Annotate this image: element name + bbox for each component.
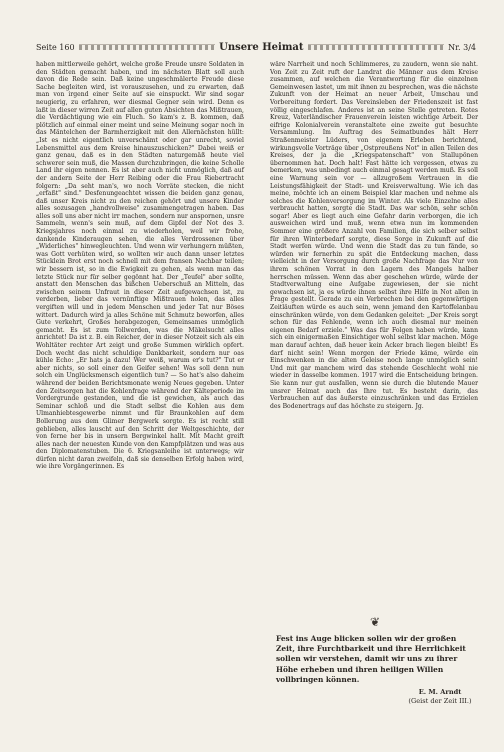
column-right-text: wäre Narrheit und noch Schlimmeres, zu zaudern, wenn sie naht. Von Zeit zu Zeit ruft der Landrat die Männer aus dem Kreise zusammen, auf welchen die Verantwortung für die einzelnen Gemeinwesen lastet, um mit ihnen zu besprechen, was die nächste Zukunft von der Heimat an neuer Arbeit, Umschau und Vorbereitung fordert. Das Vereinsleben der Friedenszeit ist fast völlig eingeschlafen. Anderes ist an seine Stelle getreten. Rotes Kreuz, Vaterländischer Frauenverein leisten wichtige Arbeit. Der eifrige Kolonialverein veranstaltete eine zweite gut besuchte Versammlung. Im Auftrag des Seimatbundes hält Herr Straßenmeister Lüders, von eigenem Erleben berichtend, wirkungsvolle Vorträge über „Ostpreußens Not" in allen Teilen des Kreises, der ja die „Kriegspatenschaft" von Stallupönen übernommen hat. Doch halt! Fast hätte ich vergessen, etwas zu bemerken, was unbedingt auch einmal gesagt werden muß. Es soll eine Warnung sein vor — allzugroßem Vertrauen in die Leistungsfähigkeit der Stadt- und Kreisverwaltung. Wie ich das meine, möchte ich an einem Beispiel klar machen und nehme als solches die Kohlenversorgung im Winter. Als viele Einzelne alles verbraucht hatten, sorgte die Stadt. Das war schön, sehr schön sogar! Aber es liegt auch eine Gefahr darin verborgen, die ich ausweichen wird und muß, wenn etwa nun im kommenden Sommer eine größere Anzahl von Familien, die sich selber selbst für ihren Winterbedarf sorgte, diese Sorge in Zukunft auf die Stadt werfen würde. Und wenn die Stadt das zu tun fände, so würden wir fernerhin zu spät die Entdeckung machen, dass vielleicht in der Versorgung durch große Nachfrage das Nur von ihrem schönen Vorrat in den Lagern des Mangels halber herrschen müssen. Wenn das aber geschehen würde, würde der Stadtverwaltung eine Aufgabe zugewiesen, der sie nicht gewachsen ist, ja es würde ihnen selbst ihre Hilfe in Not allen in Frage gestellt. Gerade zu ein Verbrechen bei den gegenwärtigen Zeitläuften würde es auch sein, wenn jemand den Kartoffelanbau einschränken würde, von dem Gedanken geleitet: „Der Kreis sorgt schon für das Fehlende, wenn ich auch diesmal nur meinen eigenen Bedarf erziele." Was das für Folgen haben würde, kann sich ein einigermaßen Einsichtiger wohl selbst klar machen. Möge man darauf achten, daß heuer kein Acker brach liegen bleibt! Es darf nicht sein! Wenn morgen der Friede käme, würde ein Einschwenken in die alten Geleise noch lange unmöglich sein! Und mit gar manchem wird das stehende Geschlecht wohl nie wieder in dasselbe kommen. 1917 wird die Entscheidung bringen. Sie kann nur gut ausfallen, wenn sie durch die blutende Mauer unsrer Heimat auch das Ihre tut. Es besteht darin, das Verbrauchen auf das äußerste einzuschränken und das Erzielen des Bodenertrags auf das höchste zu steigern. Jg.	[270, 61, 478, 410]
issue-number: Nr. 3/4	[448, 42, 476, 52]
quote-attribution	[400, 688, 480, 705]
header-ornamental-rule-right	[308, 44, 445, 50]
header-ornamental-rule-left	[79, 44, 216, 50]
text-column-right	[270, 61, 478, 631]
quote-author: E. M. Arndt	[418, 688, 462, 696]
column-left-text: haben mittlerweile gehört, welche große Freude unsre Soldaten in den Städten gemacht haben, und im nächsten Blatt soll auch davon die Rede sein. Daß keine ungeschmälerte Freude diese Sache begleiten wird, ist vorauszusehen, und zu erwarten, daß man von irgend einer Seite auf sie einspuckt. Wir sind sogar neugierig, zu erfahren, wer diesmal Gegner sein wird. Denn es laßt in dieser wirren Zeit auf allen guten Absichten das Mißtrauen, die Verdächtigung wie ein Fluch. So kam's z. B. kommen, daß plötzlich auf einmal einer meint und seine Meinung sogar noch in das Mäntelchen der Barmherzigkeit mit den Allernächsten hüllt: „Ist es nicht eigentlich unverschämt oder gar unrecht, soviel Lebensmittel aus dem Kreise hinauszuschicken?" Dabei weiß er ganz genau, daß es in den Städten naturgemäß heute viel schwerer sein muß, die Massen durchzubringen, die keine Scholle Land ihr eigen nennen. Es ist aber auch nicht unmöglich, daß auf der andern Seite der Herr Reibing oder die Frau Riebertracht folgern: „Da seht man's, wo noch Vorräte stecken, die nicht „erfaßt" sind." Desfenungeachtet wissen die beiden ganz genau, daß unser Kreis nicht zu den reichen gehört und unsere Kinder alles sozusagen „handvollweise" zusammengetragen haben. Das alles soll uns aber nicht irr machen, sondern nur anspornen, unsre Sammeln, wenn's sein muß, auf dem Gipfel der Not des 3. Kriegsjahres noch einmal zu wiederholen, weil wir frohe, dankende Kinderaugen sehen, die alles Verdrossenen über „Widerliches" hinwegleuchten. Und wenn wir verhungern müßten, was Gott verhüten wird, so wollten wir auch dann unser letztes Stücklein Brot erst noch schnell mit dem fransen Nachbar teilen; wir bessern ist, so in die Ewigkeit zu gehen, als wenn man das letzte Stück nur für selber gegönnt hat. Der „Teufel" aber sollte, anstatt den Menschen das bißchen Ueberschuß an Mitteln, das zwischen seinem Unfraut in dieser Zeit aufgewachsen ist, zu verderben, lieber das vernünftige Mißtrauen holen, das alles vergiften will und in jedem Menschen und jeder Tat nur Böses wittert. Dadurch wird ja alles Schöne mit Schmutz beworfen, alles Gute verkehrt, Großes herabgezogen, Gemeinsames unmöglich gemacht. Es ist zum Tollwerden, was die Mäkelsucht alles anrichtet! Da ist z. B. ein Reicher, der in dieser Notzeit sich als ein Wohltäter rechter Art zeigt und große Summen wirklich opfert. Doch wecht das nicht schuldige Dankbarkeit, sondern nur oas kühle Echo: „Er hats ja dazu! Wer weiß, warum er's tut?" Tut er aber nichts, so soll einer den Geifer sehen! Was soll denn nun solch ein Unglücksmensch eigentlich tun? — So hat's also daheim während der beiden Berichtsmonate wenig Neues gegeben. Unter den Zeitsorgen hat die Kohlenfrage während der Kälteperiode im Vordergrunde gestanden, und die ist gewichen, als auch das Seminar schloß und die Stadt selbst die Kohlen aus dem Ulmanhiebtesgewerbe nimmt und für Braunkohlen auf dem Bollerung aus dem Glimer Bergwerk sorgte. Es ist recht still geblieben, alles lauscht auf den Schritt der Weltgeschichte, der von ferne her bis in unsern Bergwinkel hallt. Mit Macht greift alles nach der neuesten Kunde von den Kampfplätzen und was aus den Diplomatenstuben. Die 6. Kriegsanleihe ist unterwegs; wir dürfen nicht daran zweifeln, daß sie denselben Erfolg haben wird, wie ihre Vorgängerinnen. Es	[36, 61, 244, 471]
column-divider	[251, 61, 252, 711]
page-header	[36, 40, 476, 54]
text-column-left	[36, 61, 244, 471]
quote-source: (Geist der Zeit III.)	[408, 696, 472, 705]
page-number: Seite 160	[36, 42, 75, 52]
closing-quote: Fest ins Auge blicken sollen wir der großen Zeit, ihre Furchtbarkeit und ihre Herrlichkeit sollen wir verstehen, damit wir uns zu ihrer Höhe erheben und ihren heiligen Willen vollbringen können.	[276, 634, 466, 684]
magazine-title: Unsere Heimat	[219, 41, 304, 53]
leaf-ornament-icon: ❦	[369, 615, 381, 629]
